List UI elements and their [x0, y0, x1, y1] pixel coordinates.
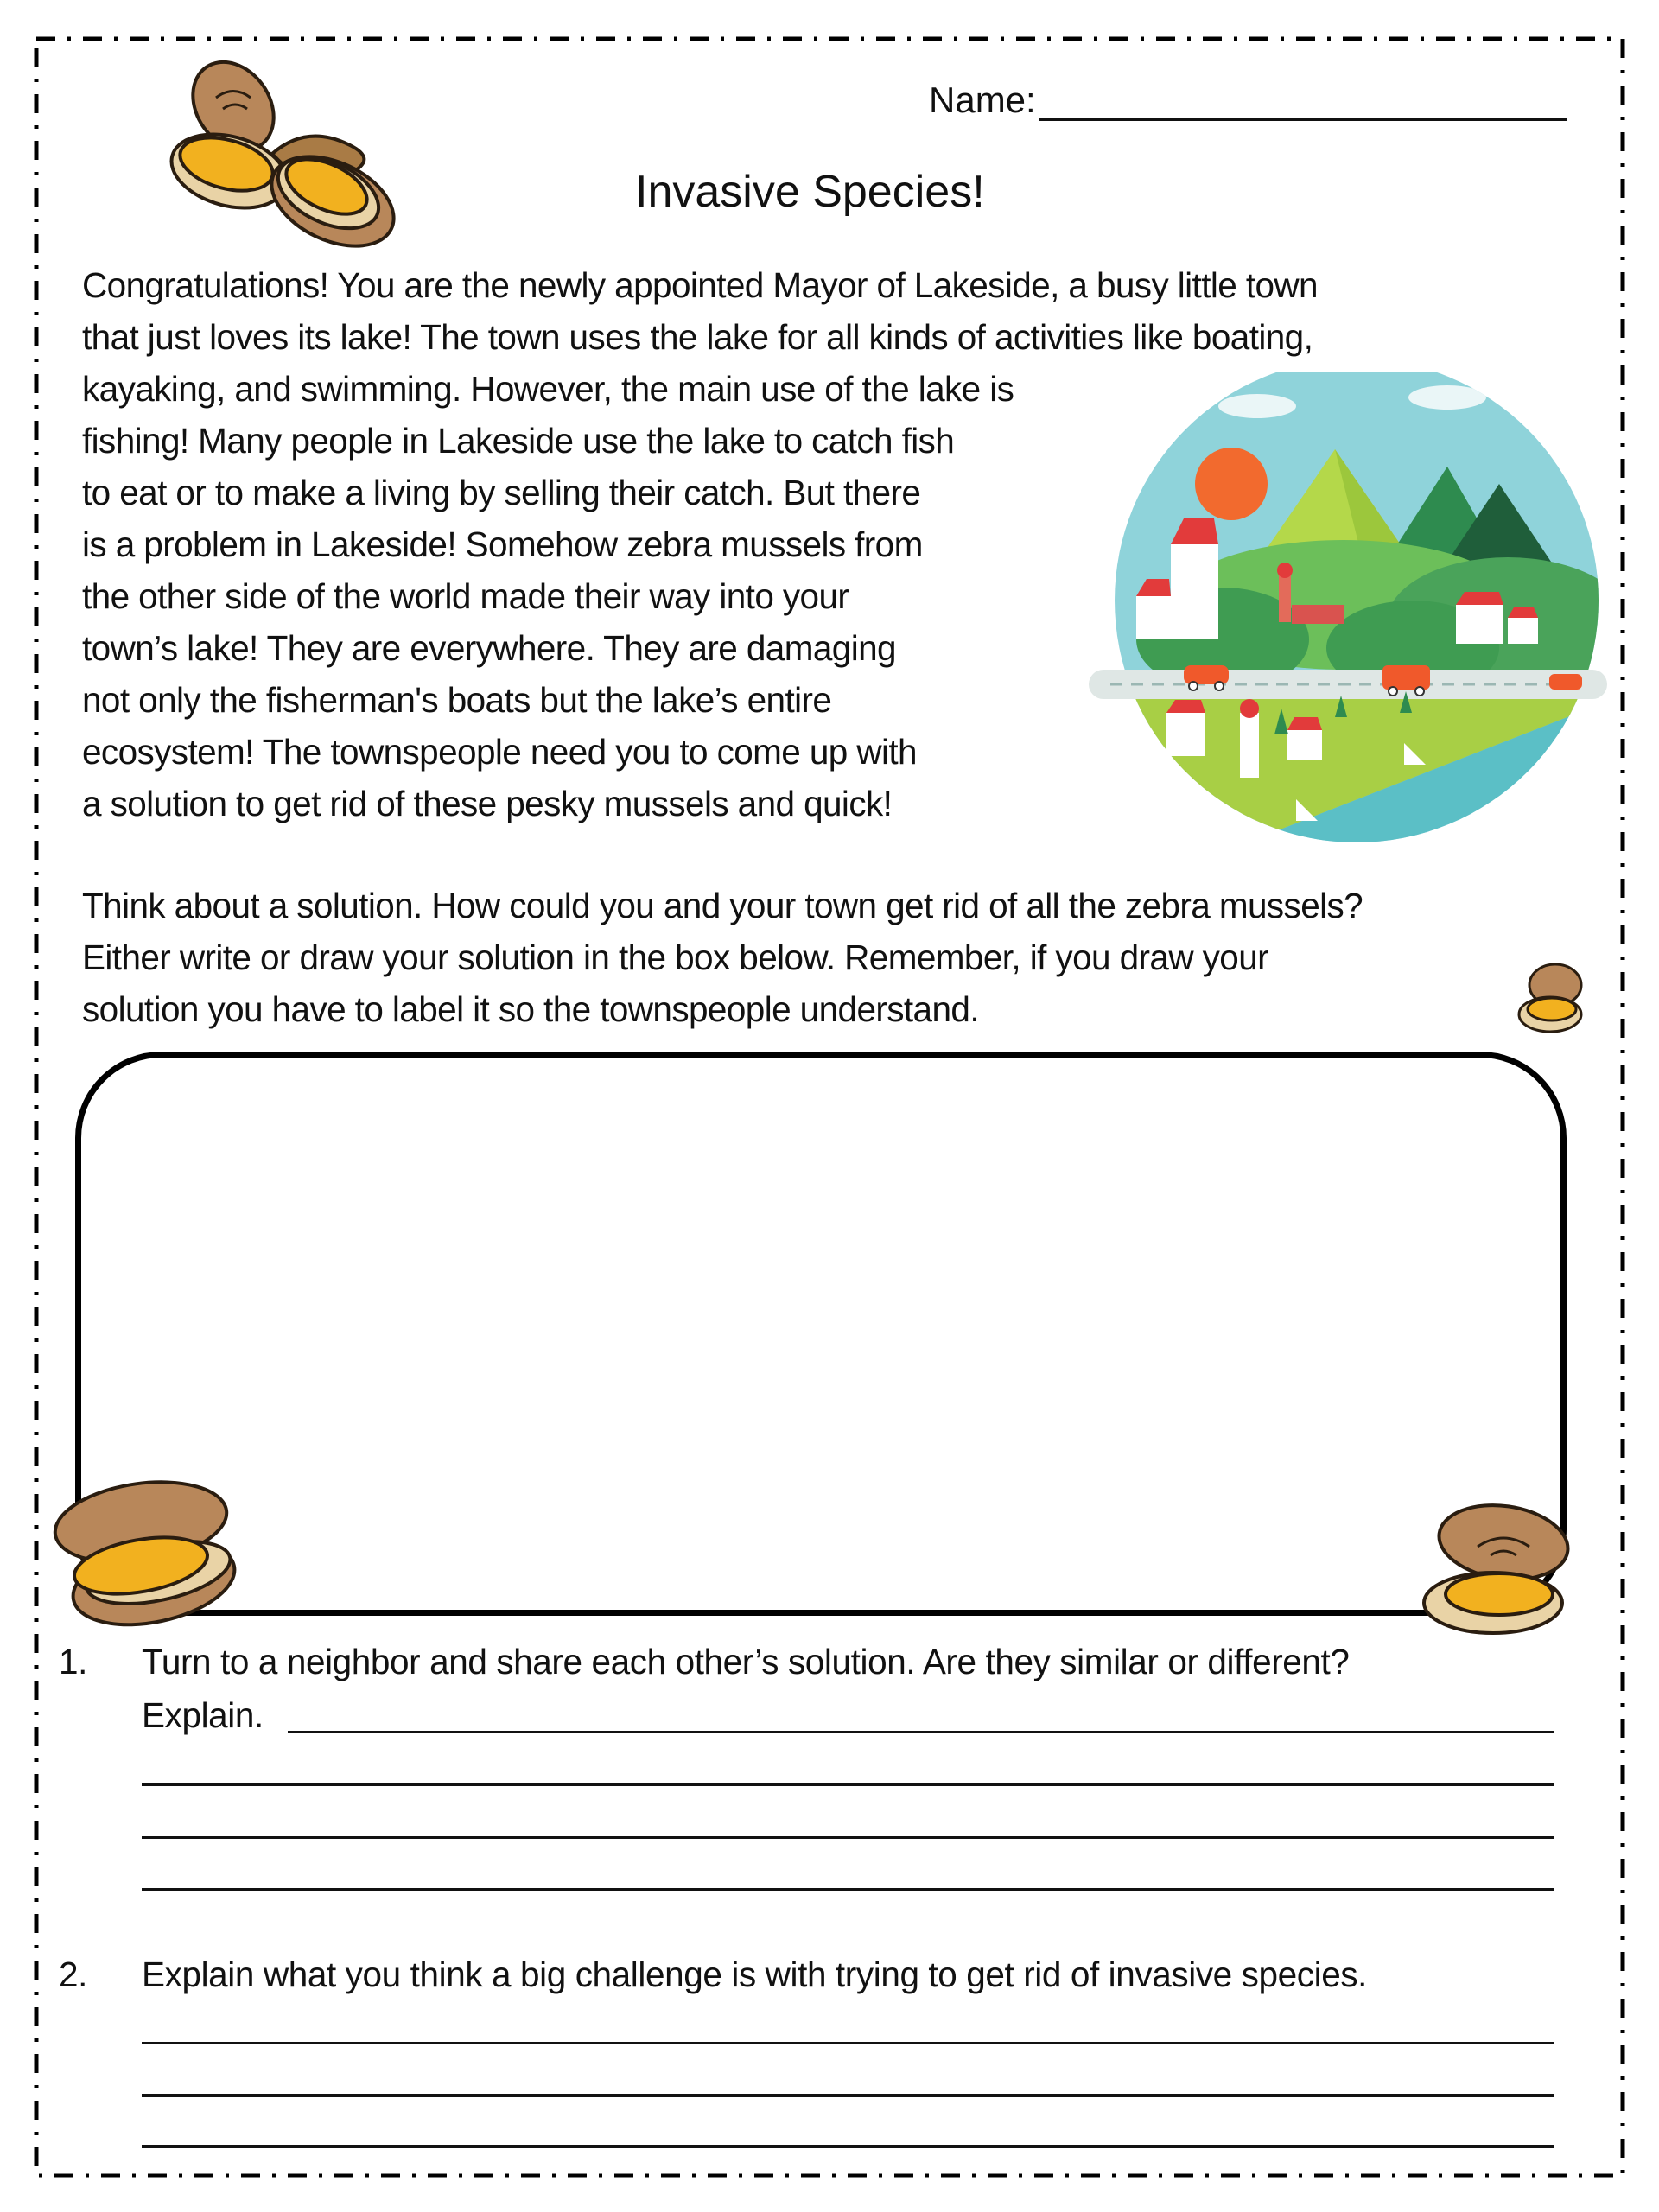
answer-line[interactable] [288, 1731, 1554, 1733]
intro-line: is a problem in Lakeside! Somehow zebra mussels from [82, 524, 923, 564]
answer-line[interactable] [142, 1836, 1554, 1839]
question-1-number: 1. [59, 1642, 87, 1681]
intro-line: kayaking, and swimming. However, the main use of the lake is [82, 369, 1014, 409]
small-mussel-icon [1510, 961, 1593, 1039]
question-1-explain-label: Explain. [142, 1695, 264, 1735]
intro-line: ecosystem! The townspeople need you to come up with [82, 732, 917, 772]
answer-line[interactable] [142, 1888, 1554, 1891]
mussel-open-right-icon [1417, 1495, 1573, 1642]
mussel-cluster-icon [156, 59, 432, 249]
intro-line: Congratulations! You are the newly appointed Mayor of Lakeside, a busy little town [82, 265, 1318, 305]
lakeside-town-illustration [1084, 372, 1611, 855]
mussel-open-left-icon [50, 1471, 249, 1635]
answer-line[interactable] [142, 2145, 1554, 2148]
name-field[interactable] [929, 79, 1567, 121]
intro-line: town’s lake! They are everywhere. They are damaging [82, 628, 896, 668]
intro-line: fishing! Many people in Lakeside use the lake to catch fish [82, 421, 955, 461]
intro-line: the other side of the world made their way into your [82, 576, 849, 616]
intro-line: a solution to get rid of these pesky mussels and quick! [82, 784, 893, 823]
solution-drawing-box[interactable] [75, 1052, 1567, 1616]
page-title: Invasive Species! [635, 167, 985, 217]
question-1-text: Turn to a neighbor and share each other’s solution. Are they similar or different? [142, 1642, 1350, 1681]
answer-line[interactable] [142, 1783, 1554, 1786]
name-label: Name: [929, 79, 1036, 120]
question-2-number: 2. [59, 1955, 87, 1994]
prompt-line: solution you have to label it so the townspeople understand. [82, 989, 979, 1029]
name-blank-line[interactable] [1039, 84, 1567, 121]
intro-line: not only the fisherman's boats but the lake’s entire [82, 680, 832, 720]
prompt-line: Either write or draw your solution in the box below. Remember, if you draw your [82, 938, 1269, 977]
answer-line[interactable] [142, 2042, 1554, 2044]
prompt-line: Think about a solution. How could you and your town get rid of all the zebra mussels? [82, 886, 1363, 925]
question-2-text: Explain what you think a big challenge is with trying to get rid of invasive species. [142, 1955, 1368, 1994]
prompt-paragraph [82, 880, 1363, 1035]
intro-line: that just loves its lake! The town uses the lake for all kinds of activities like boating, [82, 317, 1313, 357]
intro-line: to eat or to make a living by selling their catch. But there [82, 473, 921, 512]
answer-line[interactable] [142, 2094, 1554, 2097]
